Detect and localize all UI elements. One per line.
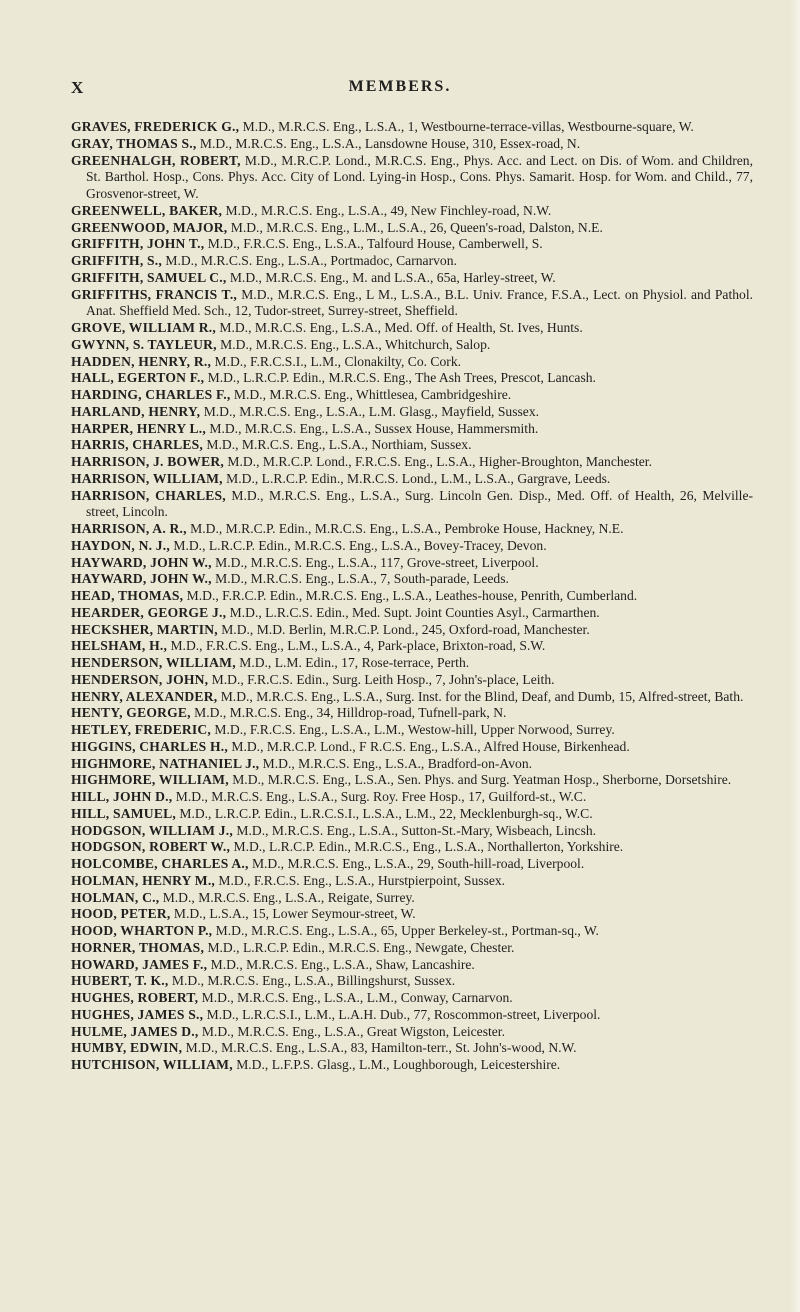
- member-entry: [71, 421, 753, 438]
- member-entry: [71, 253, 753, 270]
- member-entry: [71, 856, 753, 873]
- member-details: M.D., F.R.C.S. Eng., L.S.A., L.M., Westow-hill, Upper Norwood, Surrey.: [211, 722, 615, 737]
- member-name: HENDERSON, WILLIAM,: [71, 655, 236, 670]
- page-edge: [790, 0, 800, 1312]
- member-details: M.D., L.R.C.P. Edin., M.R.C.S., Eng., L.S.A., Northallerton, Yorkshire.: [230, 839, 624, 855]
- member-details: M.D., M.R.C.S. Eng., L M., L.S.A., B.L. Univ. France, F.S.A., Lect. on Physiol. and Pathol. Anat. Sheffield Med. Sch., 12, Tudor-street, Surrey-street, Sheffield.: [86, 286, 753, 319]
- member-name: HENRY, ALEXANDER,: [71, 688, 218, 704]
- member-entry: [71, 354, 753, 371]
- member-name: HARDING, CHARLES F.,: [71, 387, 231, 402]
- member-entry: [71, 873, 753, 890]
- member-name: GROVE, WILLIAM R.,: [71, 320, 216, 335]
- member-entry: [71, 588, 753, 605]
- member-details: M.D., M.R.C.S. Eng., L.S.A., Sen. Phys. and Surg. Yeatman Hosp., Sherborne, Dorsetshire.: [228, 772, 732, 788]
- member-name: HAYWARD, JOHN W.,: [71, 554, 212, 570]
- member-details: M.D., M.R.C.S. Eng., L.S.A., Sutton-St.-Mary, Wisbeach, Lincsh.: [233, 822, 597, 838]
- member-entry: [71, 270, 753, 287]
- member-name: HEARDER, GEORGE J.,: [71, 604, 227, 620]
- member-entry: [71, 471, 753, 488]
- member-entry: [71, 655, 753, 672]
- member-entry: [71, 203, 753, 220]
- member-entry: [71, 973, 753, 990]
- member-details: M.D., M.R.C.P. Lond., F.R.C.S. Eng., L.S.A., Higher-Broughton, Manchester.: [223, 454, 652, 469]
- member-entry: [71, 521, 753, 538]
- member-entry: [71, 957, 753, 974]
- member-details: M.D., M.R.C.S. Eng., L.S.A., Shaw, Lancashire.: [207, 956, 475, 972]
- member-name: HILL, JOHN D.,: [71, 789, 173, 804]
- member-entry: [71, 119, 753, 136]
- member-details: M.D., M.R.C.S. Eng., L.S.A., Bradford-on-Avon.: [259, 755, 533, 771]
- member-entry: [71, 287, 753, 321]
- member-entry: [71, 337, 753, 354]
- member-entry: [71, 940, 753, 957]
- member-name: HADDEN, HENRY, R.,: [71, 353, 212, 369]
- member-details: M.D., M.R.C.S. Eng., L.S.A., Great Wigston, Leicester.: [198, 1023, 505, 1039]
- member-name: GREENWELL, BAKER,: [71, 202, 223, 218]
- member-name: HARLAND, HENRY,: [71, 403, 201, 419]
- member-entry: [71, 789, 753, 806]
- member-details: M.D., M.R.C.S. Eng., L.S.A., 29, South-hill-road, Liverpool.: [248, 856, 585, 871]
- member-details: M.D., M.R.C.S. Eng., L.S.A., Billingshurst, Sussex.: [168, 973, 456, 989]
- member-details: M.D., M.R.C.S. Eng., L.S.A., 83, Hamilton-terr., St. John's-wood, N.W.: [182, 1040, 577, 1056]
- member-name: HENTY, GEORGE,: [71, 705, 191, 721]
- member-details: M.D., F.R.C.S.I., L.M., Clonakilty, Co. Cork.: [211, 353, 462, 369]
- member-name: GRIFFITH, SAMUEL C.,: [71, 269, 227, 285]
- member-name: HARRISON, A. R.,: [71, 521, 187, 536]
- member-details: M.D., M.R.C.S. Eng., M. and L.S.A., 65a, Harley-street, W.: [226, 269, 556, 285]
- member-entry: [71, 136, 753, 153]
- member-name: GRIFFITHS, FRANCIS T.,: [71, 286, 238, 302]
- member-name: HOLMAN, HENRY M.,: [71, 872, 216, 888]
- member-details: M.D., M.R.C.S. Eng., L.S.A., 49, New Finchley-road, N.W.: [222, 202, 552, 218]
- member-details: M.D., M.R.C.S. Eng., L.S.A., L.M., Conway, Carnarvon.: [198, 990, 513, 1005]
- member-entry: [71, 638, 753, 655]
- member-name: HAYWARD, JOHN W.,: [71, 571, 212, 587]
- member-details: M.D., F.R.C.S. Eng., L.S.A., Talfourd House, Camberwell, S.: [204, 236, 543, 252]
- member-name: GWYNN, S. TAYLEUR,: [71, 336, 217, 352]
- member-entry: [71, 555, 753, 572]
- member-details: M.D., M.R.C.S. Eng., L.S.A., Reigate, Surrey.: [159, 889, 415, 905]
- member-details: M.D., M.D. Berlin, M.R.C.P. Lond., 245, Oxford-road, Manchester.: [217, 621, 590, 637]
- member-entry: [71, 622, 753, 639]
- member-entry: [71, 806, 753, 823]
- member-name: HETLEY, FREDERIC,: [71, 722, 212, 737]
- member-details: M.D., M.R.C.S. Eng., Whittlesea, Cambridgeshire.: [230, 387, 512, 402]
- member-entry: [71, 320, 753, 337]
- member-details: M.D., M.R.C.S. Eng., L.S.A., Surg. Inst. for the Blind, Deaf, and Dumb, 15, Alfred-street, Bath.: [217, 688, 744, 704]
- member-details: M.D., M.R.C.S. Eng., L.S.A., Surg. Lincoln Gen. Disp., Med. Off. of Health, 26, Melville-street, Lincoln.: [86, 487, 753, 520]
- member-details: M.D., M.R.C.S. Eng., L.S.A., 1, Westbourne-terrace-villas, Westbourne-square, W.: [239, 119, 694, 134]
- member-name: GRIFFITH, S.,: [71, 253, 162, 268]
- member-details: M.D., L.S.A., 15, Lower Seymour-street, W.: [170, 906, 416, 922]
- member-details: M.D., M.R.C.P. Edin., M.R.C.S. Eng., L.S.A., Pembroke House, Hackney, N.E.: [186, 521, 624, 536]
- member-name: GRAY, THOMAS S.,: [71, 135, 197, 151]
- member-entry: [71, 153, 753, 203]
- member-name: HUTCHISON, WILLIAM,: [71, 1057, 233, 1072]
- member-name: HUGHES, ROBERT,: [71, 990, 199, 1005]
- member-name: HIGHMORE, NATHANIEL J.,: [71, 755, 260, 771]
- member-name: HUGHES, JAMES S.,: [71, 1006, 204, 1022]
- member-entry: [71, 605, 753, 622]
- page-number: X: [71, 78, 85, 97]
- member-entry: [71, 387, 753, 404]
- member-name: HODGSON, WILLIAM J.,: [71, 822, 233, 838]
- member-entry: [71, 538, 753, 555]
- member-name: HUMBY, EDWIN,: [71, 1040, 183, 1056]
- member-details: M.D., F.R.C.S. Eng., L.S.A., Hurstpierpoint, Sussex.: [215, 872, 506, 888]
- member-list: [71, 119, 753, 1074]
- member-details: M.D., L.R.C.S.I., L.M., L.A.H. Dub., 77, Roscommon-street, Liverpool.: [203, 1006, 601, 1022]
- member-entry: [71, 1040, 753, 1057]
- member-entry: [71, 220, 753, 237]
- member-details: M.D., M.R.C.S. Eng., L.S.A., Portmadoc, Carnarvon.: [161, 253, 457, 268]
- member-details: M.D., M.R.C.P. Lond., M.R.C.S. Eng., Phys. Acc. and Lect. on Dis. of Wom. and Children, St. Barthol. Hosp., Cons. Phys. Acc. City of Lond. Lying-in Hosp., Cons. Phys. Samarit. Hosp. for Wom. and Child., 77, Grosvenor-street, W.: [86, 152, 753, 201]
- member-details: M.D., L.R.C.S. Edin., Med. Supt. Joint Counties Asyl., Carmarthen.: [226, 604, 600, 620]
- member-name: HOLMAN, C.,: [71, 889, 160, 905]
- member-name: GRIFFITH, JOHN T.,: [71, 236, 205, 252]
- member-entry: [71, 756, 753, 773]
- member-details: M.D., M.R.C.S. Eng., L.S.A., L.M. Glasg., Mayfield, Sussex.: [200, 403, 540, 419]
- member-details: M.D., L.F.P.S. Glasg., L.M., Loughborough, Leicestershire.: [232, 1057, 561, 1072]
- member-entry: [71, 454, 753, 471]
- member-entry: [71, 672, 753, 689]
- member-details: M.D., M.R.C.P. Lond., F R.C.S. Eng., L.S.A., Alfred House, Birkenhead.: [227, 738, 630, 754]
- member-name: HALL, EGERTON F.,: [71, 370, 205, 386]
- member-entry: [71, 1057, 753, 1074]
- member-name: HOWARD, JAMES F.,: [71, 956, 208, 972]
- member-details: M.D., F.R.C.S. Eng., L.M., L.S.A., 4, Park-place, Brixton-road, S.W.: [167, 638, 546, 654]
- member-entry: [71, 437, 753, 454]
- member-name: GREENWOOD, MAJOR,: [71, 219, 228, 235]
- member-name: HIGGINS, CHARLES H.,: [71, 738, 228, 754]
- member-entry: [71, 488, 753, 522]
- member-entry: [71, 689, 753, 706]
- member-name: HOLCOMBE, CHARLES A.,: [71, 856, 249, 871]
- member-details: M.D., M.R.C.S. Eng., L.S.A., Northiam, Sussex.: [203, 437, 472, 453]
- member-entry: [71, 705, 753, 722]
- member-entry: [71, 923, 753, 940]
- member-details: M.D., M.R.C.S. Eng., L.M., L.S.A., 26, Queen's-road, Dalston, N.E.: [227, 219, 603, 235]
- member-name: HECKSHER, MARTIN,: [71, 621, 218, 637]
- member-details: M.D., F.R.C.S. Edin., Surg. Leith Hosp., 7, John's-place, Leith.: [208, 671, 555, 687]
- member-details: M.D., L.M. Edin., 17, Rose-terrace, Perth.: [235, 655, 470, 670]
- member-name: HENDERSON, JOHN,: [71, 671, 209, 687]
- member-name: HARRISON, WILLIAM,: [71, 470, 223, 486]
- member-entry: [71, 823, 753, 840]
- member-details: M.D., M.R.C.S. Eng., L.S.A., Lansdowne House, 310, Essex-road, N.: [196, 135, 581, 151]
- member-name: HARRISON, CHARLES,: [71, 487, 226, 503]
- member-details: M.D., L.R.C.P. Edin., L.R.C.S.I., L.S.A., L.M., 22, Mecklenburgh-sq., W.C.: [175, 805, 593, 821]
- member-details: M.D., M.R.C.S. Eng., L.S.A., 7, South-parade, Leeds.: [211, 571, 509, 587]
- member-name: HILL, SAMUEL,: [71, 805, 176, 821]
- member-name: HEAD, THOMAS,: [71, 588, 184, 603]
- member-entry: [71, 906, 753, 923]
- member-entry: [71, 1024, 753, 1041]
- member-details: M.D., M.R.C.S. Eng., L.S.A., Med. Off. of Health, St. Ives, Hunts.: [215, 320, 583, 335]
- running-title: MEMBERS.: [348, 78, 452, 95]
- member-entry: [71, 722, 753, 739]
- member-details: M.D., M.R.C.S. Eng., L.S.A., 117, Grove-street, Liverpool.: [211, 554, 539, 570]
- member-entry: [71, 990, 753, 1007]
- member-entry: [71, 1007, 753, 1024]
- member-entry: [71, 236, 753, 253]
- member-details: M.D., F.R.C.P. Edin., M.R.C.S. Eng., L.S.A., Leathes-house, Penrith, Cumberland.: [183, 588, 638, 603]
- member-details: M.D., L.R.C.P. Edin., M.R.C.S. Eng., Newgate, Chester.: [204, 939, 515, 955]
- member-details: M.D., M.R.C.S. Eng., L.S.A., Sussex House, Hammersmith.: [205, 420, 539, 436]
- member-name: HODGSON, ROBERT W.,: [71, 839, 231, 855]
- member-details: M.D., M.R.C.S. Eng., 34, Hilldrop-road, Tufnell-park, N.: [190, 705, 507, 721]
- member-details: M.D., L.R.C.P. Edin., M.R.C.S. Lond., L.M., L.S.A., Gargrave, Leeds.: [222, 470, 611, 486]
- member-entry: [71, 404, 753, 421]
- member-name: HULME, JAMES D.,: [71, 1023, 199, 1039]
- member-name: HELSHAM, H.,: [71, 638, 168, 654]
- member-name: GREENHALGH, ROBERT,: [71, 152, 241, 168]
- member-entry: [71, 772, 753, 789]
- member-details: M.D., L.R.C.P. Edin., M.R.C.S. Eng., The Ash Trees, Prescot, Lancash.: [204, 370, 596, 386]
- member-name: HUBERT, T. K.,: [71, 973, 169, 989]
- member-entry: [71, 571, 753, 588]
- member-name: GRAVES, FREDERICK G.,: [71, 119, 240, 134]
- member-name: HARRIS, CHARLES,: [71, 437, 203, 453]
- member-entry: [71, 370, 753, 387]
- member-name: HARPER, HENRY L.,: [71, 420, 206, 436]
- member-name: HARRISON, J. BOWER,: [71, 454, 224, 469]
- page-header: [0, 78, 800, 100]
- member-details: M.D., M.R.C.S. Eng., L.S.A., Surg. Roy. Free Hosp., 17, Guilford-st., W.C.: [172, 789, 587, 804]
- member-details: M.D., L.R.C.P. Edin., M.R.C.S. Eng., L.S.A., Bovey-Tracey, Devon.: [169, 537, 547, 553]
- member-entry: [71, 839, 753, 856]
- member-name: HORNER, THOMAS,: [71, 939, 205, 955]
- member-name: HAYDON, N. J.,: [71, 537, 170, 553]
- member-entry: [71, 890, 753, 907]
- member-name: HIGHMORE, WILLIAM,: [71, 772, 229, 788]
- member-entry: [71, 739, 753, 756]
- member-name: HOOD, WHARTON P.,: [71, 923, 213, 938]
- member-details: M.D., M.R.C.S. Eng., L.S.A., 65, Upper Berkeley-st., Portman-sq., W.: [212, 923, 599, 938]
- member-name: HOOD, PETER,: [71, 906, 171, 922]
- member-details: M.D., M.R.C.S. Eng., L.S.A., Whitchurch, Salop.: [216, 336, 491, 352]
